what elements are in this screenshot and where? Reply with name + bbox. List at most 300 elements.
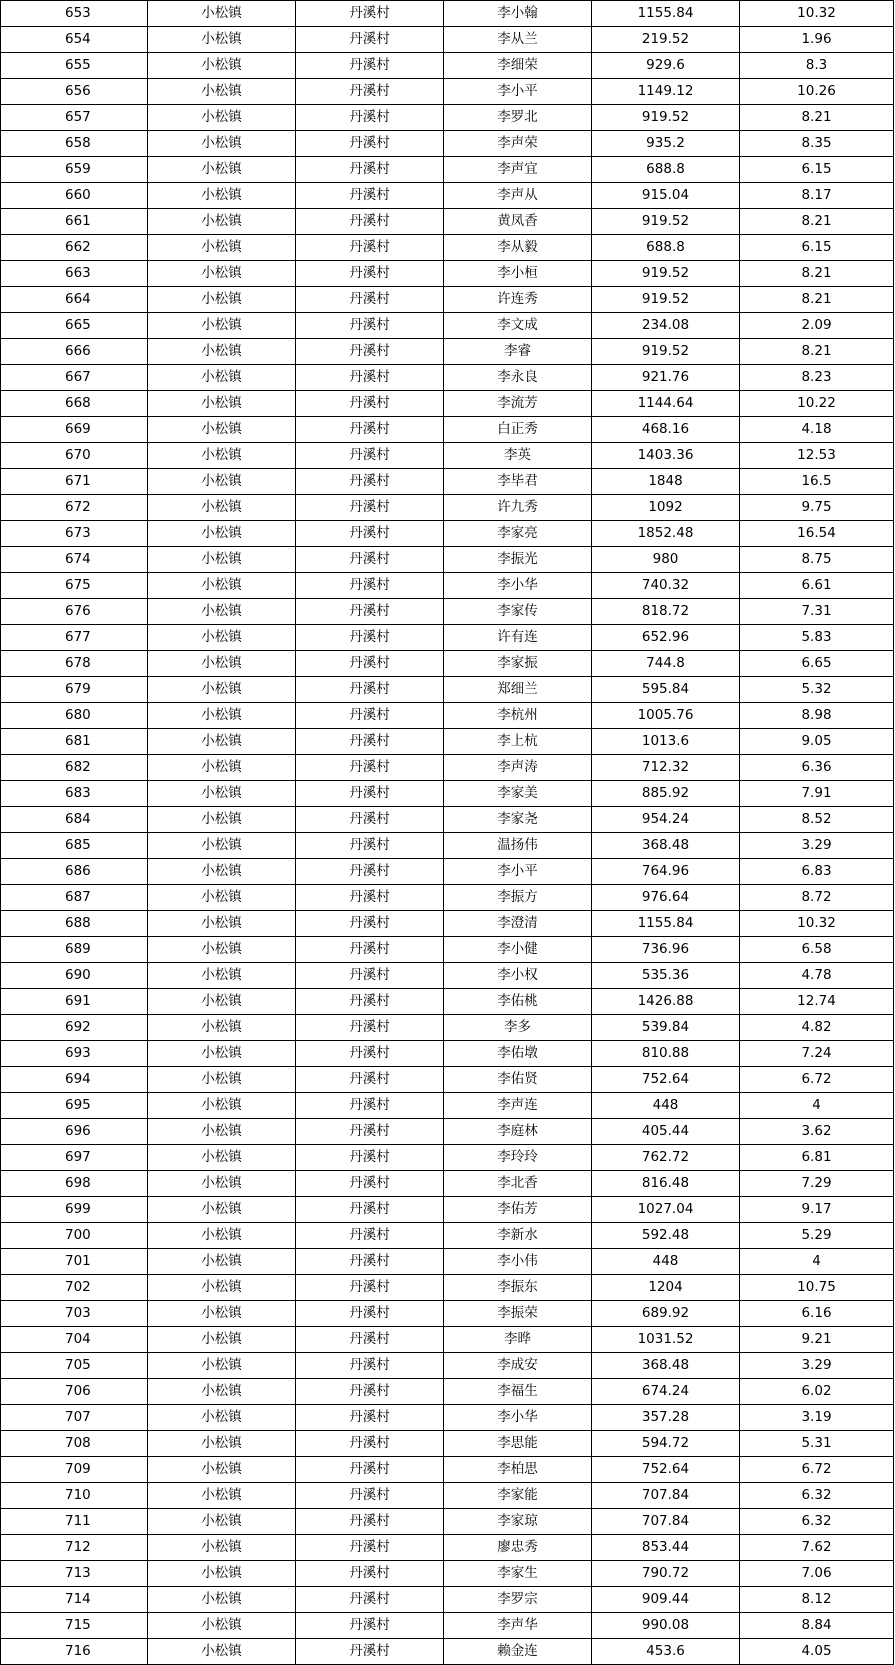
town-cell: 小松镇: [148, 703, 296, 729]
row-number-cell: 699: [1, 1197, 148, 1223]
table-row: [1, 1223, 894, 1249]
amount-cell: 929.6: [592, 53, 740, 79]
subsidy-cell: 6.72: [740, 1067, 894, 1093]
amount-cell: 762.72: [592, 1145, 740, 1171]
subsidy-cell: 8.75: [740, 547, 894, 573]
row-number-cell: 670: [1, 443, 148, 469]
subsidy-cell: 8.98: [740, 703, 894, 729]
amount-cell: 764.96: [592, 859, 740, 885]
table-row: [1, 599, 894, 625]
table-row: [1, 417, 894, 443]
village-cell: 丹溪村: [296, 1613, 444, 1639]
name-cell: 李澄清: [444, 911, 592, 937]
table-row: [1, 1301, 894, 1327]
table-row: [1, 1, 894, 27]
town-cell: 小松镇: [148, 1145, 296, 1171]
table-row: [1, 27, 894, 53]
subsidy-cell: 2.09: [740, 313, 894, 339]
name-cell: 温扬伟: [444, 833, 592, 859]
town-cell: 小松镇: [148, 963, 296, 989]
row-number-cell: 678: [1, 651, 148, 677]
village-cell: 丹溪村: [296, 599, 444, 625]
name-cell: 李小平: [444, 859, 592, 885]
amount-cell: 1013.6: [592, 729, 740, 755]
name-cell: 李佑贤: [444, 1067, 592, 1093]
village-cell: 丹溪村: [296, 963, 444, 989]
name-cell: 李声荣: [444, 131, 592, 157]
town-cell: 小松镇: [148, 105, 296, 131]
table-row: [1, 937, 894, 963]
village-cell: 丹溪村: [296, 1587, 444, 1613]
subsidy-cell: 8.72: [740, 885, 894, 911]
subsidy-cell: 3.19: [740, 1405, 894, 1431]
village-cell: 丹溪村: [296, 1223, 444, 1249]
subsidy-cell: 4: [740, 1093, 894, 1119]
subsidy-cell: 5.32: [740, 677, 894, 703]
name-cell: 李振方: [444, 885, 592, 911]
table-body: [1, 1, 894, 1665]
amount-cell: 919.52: [592, 105, 740, 131]
amount-cell: 448: [592, 1093, 740, 1119]
subsidy-cell: 9.05: [740, 729, 894, 755]
table-row: [1, 79, 894, 105]
row-number-cell: 664: [1, 287, 148, 313]
row-number-cell: 665: [1, 313, 148, 339]
amount-cell: 1092: [592, 495, 740, 521]
name-cell: 李北香: [444, 1171, 592, 1197]
table-row: [1, 1041, 894, 1067]
row-number-cell: 695: [1, 1093, 148, 1119]
village-cell: 丹溪村: [296, 235, 444, 261]
table-row: [1, 651, 894, 677]
amount-cell: 921.76: [592, 365, 740, 391]
subsidy-cell: 12.74: [740, 989, 894, 1015]
table-row: [1, 261, 894, 287]
row-number-cell: 711: [1, 1509, 148, 1535]
amount-cell: 539.84: [592, 1015, 740, 1041]
subsidy-cell: 6.16: [740, 1301, 894, 1327]
town-cell: 小松镇: [148, 131, 296, 157]
name-cell: 李多: [444, 1015, 592, 1041]
village-cell: 丹溪村: [296, 53, 444, 79]
town-cell: 小松镇: [148, 365, 296, 391]
subsidy-cell: 5.29: [740, 1223, 894, 1249]
table-row: [1, 911, 894, 937]
village-cell: 丹溪村: [296, 755, 444, 781]
table-row: [1, 885, 894, 911]
subsidy-cell: 5.31: [740, 1431, 894, 1457]
town-cell: 小松镇: [148, 911, 296, 937]
row-number-cell: 669: [1, 417, 148, 443]
row-number-cell: 656: [1, 79, 148, 105]
town-cell: 小松镇: [148, 391, 296, 417]
row-number-cell: 693: [1, 1041, 148, 1067]
name-cell: 李小平: [444, 79, 592, 105]
name-cell: 许有连: [444, 625, 592, 651]
subsidy-cell: 4.05: [740, 1639, 894, 1665]
name-cell: 李睿: [444, 339, 592, 365]
town-cell: 小松镇: [148, 1093, 296, 1119]
town-cell: 小松镇: [148, 1223, 296, 1249]
town-cell: 小松镇: [148, 1379, 296, 1405]
row-number-cell: 694: [1, 1067, 148, 1093]
amount-cell: 468.16: [592, 417, 740, 443]
amount-cell: 740.32: [592, 573, 740, 599]
row-number-cell: 704: [1, 1327, 148, 1353]
table-row: [1, 183, 894, 209]
amount-cell: 1426.88: [592, 989, 740, 1015]
amount-cell: 1155.84: [592, 1, 740, 27]
town-cell: 小松镇: [148, 859, 296, 885]
village-cell: 丹溪村: [296, 677, 444, 703]
village-cell: 丹溪村: [296, 339, 444, 365]
town-cell: 小松镇: [148, 313, 296, 339]
village-cell: 丹溪村: [296, 833, 444, 859]
town-cell: 小松镇: [148, 1119, 296, 1145]
table-row: [1, 1249, 894, 1275]
subsidy-cell: 10.75: [740, 1275, 894, 1301]
town-cell: 小松镇: [148, 1431, 296, 1457]
row-number-cell: 661: [1, 209, 148, 235]
name-cell: 许连秀: [444, 287, 592, 313]
village-cell: 丹溪村: [296, 729, 444, 755]
name-cell: 李成安: [444, 1353, 592, 1379]
row-number-cell: 696: [1, 1119, 148, 1145]
table-row: [1, 1171, 894, 1197]
name-cell: 李福生: [444, 1379, 592, 1405]
table-row: [1, 781, 894, 807]
name-cell: 李振东: [444, 1275, 592, 1301]
subsidy-cell: 3.29: [740, 833, 894, 859]
subsidy-cell: 6.61: [740, 573, 894, 599]
table-row: [1, 53, 894, 79]
row-number-cell: 687: [1, 885, 148, 911]
amount-cell: 674.24: [592, 1379, 740, 1405]
name-cell: 李英: [444, 443, 592, 469]
table-row: [1, 1613, 894, 1639]
name-cell: 李家生: [444, 1561, 592, 1587]
row-number-cell: 668: [1, 391, 148, 417]
row-number-cell: 716: [1, 1639, 148, 1665]
name-cell: 李流芳: [444, 391, 592, 417]
row-number-cell: 663: [1, 261, 148, 287]
row-number-cell: 662: [1, 235, 148, 261]
town-cell: 小松镇: [148, 1483, 296, 1509]
village-cell: 丹溪村: [296, 1275, 444, 1301]
amount-cell: 816.48: [592, 1171, 740, 1197]
town-cell: 小松镇: [148, 1067, 296, 1093]
row-number-cell: 683: [1, 781, 148, 807]
town-cell: 小松镇: [148, 183, 296, 209]
subsidy-cell: 6.32: [740, 1483, 894, 1509]
name-cell: 李小伟: [444, 1249, 592, 1275]
town-cell: 小松镇: [148, 521, 296, 547]
village-cell: 丹溪村: [296, 27, 444, 53]
table-row: [1, 1405, 894, 1431]
name-cell: 李振光: [444, 547, 592, 573]
row-number-cell: 680: [1, 703, 148, 729]
village-cell: 丹溪村: [296, 1301, 444, 1327]
name-cell: 李小翰: [444, 1, 592, 27]
village-cell: 丹溪村: [296, 365, 444, 391]
amount-cell: 752.64: [592, 1067, 740, 1093]
row-number-cell: 674: [1, 547, 148, 573]
subsidy-cell: 8.21: [740, 105, 894, 131]
amount-cell: 1005.76: [592, 703, 740, 729]
village-cell: 丹溪村: [296, 287, 444, 313]
name-cell: 李声宜: [444, 157, 592, 183]
table-row: [1, 365, 894, 391]
subsidy-cell: 16.5: [740, 469, 894, 495]
village-cell: 丹溪村: [296, 1457, 444, 1483]
town-cell: 小松镇: [148, 1561, 296, 1587]
town-cell: 小松镇: [148, 1613, 296, 1639]
village-cell: 丹溪村: [296, 573, 444, 599]
amount-cell: 1155.84: [592, 911, 740, 937]
table-row: [1, 1067, 894, 1093]
table-row: [1, 1535, 894, 1561]
village-cell: 丹溪村: [296, 261, 444, 287]
name-cell: 郑细兰: [444, 677, 592, 703]
village-cell: 丹溪村: [296, 183, 444, 209]
town-cell: 小松镇: [148, 53, 296, 79]
row-number-cell: 709: [1, 1457, 148, 1483]
subsidy-cell: 6.02: [740, 1379, 894, 1405]
town-cell: 小松镇: [148, 1327, 296, 1353]
village-cell: 丹溪村: [296, 1093, 444, 1119]
row-number-cell: 713: [1, 1561, 148, 1587]
subsidy-cell: 6.32: [740, 1509, 894, 1535]
table-row: [1, 105, 894, 131]
village-cell: 丹溪村: [296, 1509, 444, 1535]
subsidy-cell: 6.58: [740, 937, 894, 963]
name-cell: 李柏思: [444, 1457, 592, 1483]
subsidy-cell: 8.23: [740, 365, 894, 391]
amount-cell: 712.32: [592, 755, 740, 781]
village-cell: 丹溪村: [296, 807, 444, 833]
town-cell: 小松镇: [148, 781, 296, 807]
table-row: [1, 1093, 894, 1119]
name-cell: 李家传: [444, 599, 592, 625]
table-row: [1, 1431, 894, 1457]
subsidy-cell: 8.52: [740, 807, 894, 833]
amount-cell: 990.08: [592, 1613, 740, 1639]
subsidy-cell: 8.21: [740, 339, 894, 365]
village-cell: 丹溪村: [296, 1639, 444, 1665]
name-cell: 赖金连: [444, 1639, 592, 1665]
village-cell: 丹溪村: [296, 1015, 444, 1041]
table-row: [1, 1327, 894, 1353]
table-row: [1, 859, 894, 885]
amount-cell: 919.52: [592, 261, 740, 287]
name-cell: 李上杭: [444, 729, 592, 755]
amount-cell: 652.96: [592, 625, 740, 651]
town-cell: 小松镇: [148, 573, 296, 599]
amount-cell: 689.92: [592, 1301, 740, 1327]
subsidy-cell: 8.21: [740, 287, 894, 313]
name-cell: 李振荣: [444, 1301, 592, 1327]
town-cell: 小松镇: [148, 1535, 296, 1561]
village-cell: 丹溪村: [296, 1327, 444, 1353]
subsidy-cell: 4.82: [740, 1015, 894, 1041]
row-number-cell: 681: [1, 729, 148, 755]
table-row: [1, 495, 894, 521]
subsidy-cell: 10.32: [740, 1, 894, 27]
name-cell: 李文成: [444, 313, 592, 339]
row-number-cell: 690: [1, 963, 148, 989]
name-cell: 李从兰: [444, 27, 592, 53]
table-row: [1, 1015, 894, 1041]
amount-cell: 592.48: [592, 1223, 740, 1249]
amount-cell: 1204: [592, 1275, 740, 1301]
town-cell: 小松镇: [148, 443, 296, 469]
subsidy-cell: 3.29: [740, 1353, 894, 1379]
row-number-cell: 701: [1, 1249, 148, 1275]
row-number-cell: 703: [1, 1301, 148, 1327]
amount-cell: 219.52: [592, 27, 740, 53]
name-cell: 李佑芳: [444, 1197, 592, 1223]
table-row: [1, 157, 894, 183]
table-row: [1, 677, 894, 703]
row-number-cell: 698: [1, 1171, 148, 1197]
row-number-cell: 654: [1, 27, 148, 53]
amount-cell: 405.44: [592, 1119, 740, 1145]
town-cell: 小松镇: [148, 1249, 296, 1275]
amount-cell: 368.48: [592, 833, 740, 859]
row-number-cell: 659: [1, 157, 148, 183]
table-row: [1, 1353, 894, 1379]
amount-cell: 357.28: [592, 1405, 740, 1431]
town-cell: 小松镇: [148, 1197, 296, 1223]
table-row: [1, 339, 894, 365]
subsidy-cell: 8.3: [740, 53, 894, 79]
village-cell: 丹溪村: [296, 1353, 444, 1379]
row-number-cell: 688: [1, 911, 148, 937]
row-number-cell: 710: [1, 1483, 148, 1509]
amount-cell: 810.88: [592, 1041, 740, 1067]
town-cell: 小松镇: [148, 625, 296, 651]
name-cell: 李声涛: [444, 755, 592, 781]
village-cell: 丹溪村: [296, 495, 444, 521]
town-cell: 小松镇: [148, 989, 296, 1015]
amount-cell: 919.52: [592, 209, 740, 235]
amount-cell: 368.48: [592, 1353, 740, 1379]
name-cell: 李思能: [444, 1431, 592, 1457]
name-cell: 黄凤香: [444, 209, 592, 235]
village-cell: 丹溪村: [296, 703, 444, 729]
town-cell: 小松镇: [148, 27, 296, 53]
amount-cell: 915.04: [592, 183, 740, 209]
town-cell: 小松镇: [148, 495, 296, 521]
village-cell: 丹溪村: [296, 1041, 444, 1067]
row-number-cell: 712: [1, 1535, 148, 1561]
table-row: [1, 547, 894, 573]
name-cell: 李小权: [444, 963, 592, 989]
amount-cell: 1852.48: [592, 521, 740, 547]
village-cell: 丹溪村: [296, 469, 444, 495]
table-row: [1, 1561, 894, 1587]
subsidy-cell: 12.53: [740, 443, 894, 469]
name-cell: 李佑桃: [444, 989, 592, 1015]
row-number-cell: 689: [1, 937, 148, 963]
row-number-cell: 677: [1, 625, 148, 651]
row-number-cell: 702: [1, 1275, 148, 1301]
row-number-cell: 685: [1, 833, 148, 859]
town-cell: 小松镇: [148, 885, 296, 911]
subsidy-cell: 7.31: [740, 599, 894, 625]
name-cell: 李家尧: [444, 807, 592, 833]
subsidy-cell: 1.96: [740, 27, 894, 53]
row-number-cell: 679: [1, 677, 148, 703]
table-row: [1, 729, 894, 755]
table-row: [1, 989, 894, 1015]
subsidy-cell: 9.75: [740, 495, 894, 521]
amount-cell: 688.8: [592, 157, 740, 183]
village-cell: 丹溪村: [296, 1535, 444, 1561]
table-row: [1, 235, 894, 261]
name-cell: 李小桓: [444, 261, 592, 287]
subsidy-cell: 6.72: [740, 1457, 894, 1483]
amount-cell: 1144.64: [592, 391, 740, 417]
subsidy-cell: 10.26: [740, 79, 894, 105]
name-cell: 李小华: [444, 1405, 592, 1431]
town-cell: 小松镇: [148, 1301, 296, 1327]
town-cell: 小松镇: [148, 651, 296, 677]
table-row: [1, 1379, 894, 1405]
subsidy-cell: 6.15: [740, 235, 894, 261]
subsidy-cell: 10.32: [740, 911, 894, 937]
row-number-cell: 666: [1, 339, 148, 365]
subsidy-cell: 9.21: [740, 1327, 894, 1353]
amount-cell: 980: [592, 547, 740, 573]
town-cell: 小松镇: [148, 1405, 296, 1431]
row-number-cell: 691: [1, 989, 148, 1015]
subsidy-cell: 8.21: [740, 209, 894, 235]
village-cell: 丹溪村: [296, 1249, 444, 1275]
table-row: [1, 521, 894, 547]
table-row: [1, 1639, 894, 1665]
town-cell: 小松镇: [148, 937, 296, 963]
subsidy-cell: 9.17: [740, 1197, 894, 1223]
row-number-cell: 676: [1, 599, 148, 625]
town-cell: 小松镇: [148, 1041, 296, 1067]
amount-cell: 853.44: [592, 1535, 740, 1561]
subsidy-cell: 6.81: [740, 1145, 894, 1171]
row-number-cell: 660: [1, 183, 148, 209]
amount-cell: 919.52: [592, 339, 740, 365]
row-number-cell: 653: [1, 1, 148, 27]
subsidy-cell: 6.83: [740, 859, 894, 885]
table-row: [1, 287, 894, 313]
amount-cell: 453.6: [592, 1639, 740, 1665]
name-cell: 李罗宗: [444, 1587, 592, 1613]
village-cell: 丹溪村: [296, 79, 444, 105]
village-cell: 丹溪村: [296, 131, 444, 157]
name-cell: 李细荣: [444, 53, 592, 79]
subsidy-cell: 4.78: [740, 963, 894, 989]
amount-cell: 885.92: [592, 781, 740, 807]
subsidy-cell: 7.91: [740, 781, 894, 807]
town-cell: 小松镇: [148, 677, 296, 703]
amount-cell: 1403.36: [592, 443, 740, 469]
subsidy-cell: 6.65: [740, 651, 894, 677]
village-cell: 丹溪村: [296, 1561, 444, 1587]
subsidy-cell: 10.22: [740, 391, 894, 417]
village-cell: 丹溪村: [296, 1119, 444, 1145]
town-cell: 小松镇: [148, 417, 296, 443]
table-row: [1, 703, 894, 729]
row-number-cell: 655: [1, 53, 148, 79]
